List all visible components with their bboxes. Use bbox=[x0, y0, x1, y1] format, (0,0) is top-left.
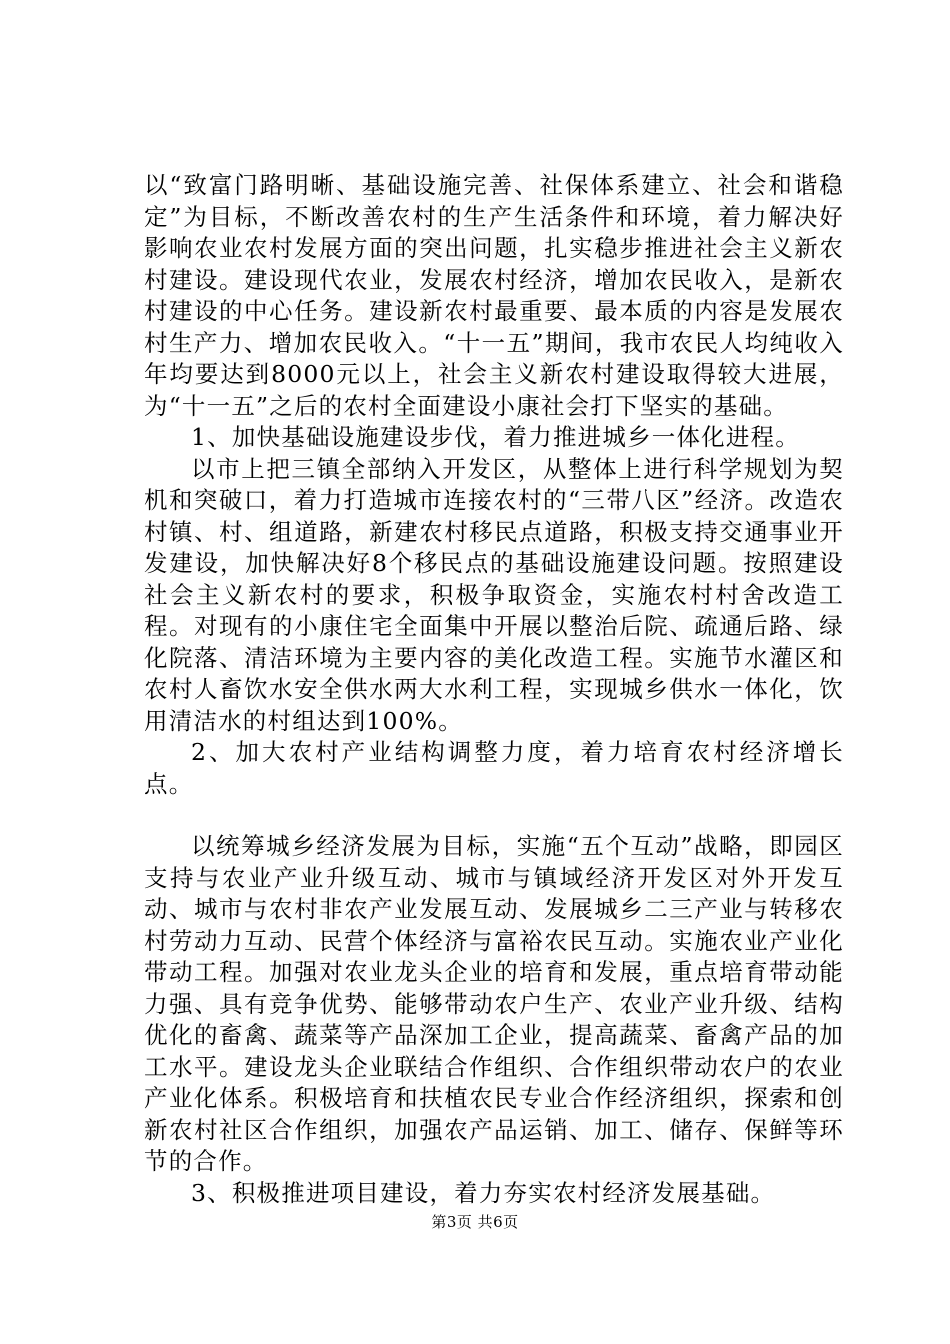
section-heading-1: 1、加快基础设施建设步伐，着力推进城乡一体化进程。 bbox=[191, 423, 800, 451]
paragraph-intro: 以“致富门路明晰、基础设施完善、社保体系建立、社会和谐稳定”为目标，不断改善农村的生产生活条件和环境，着力解决好影响农业农村发展方面的突出问题，扎实稳步推进社会主义新农村建设。建设现代农业，发展农村经济，增加农民收入，是新农村建设的中心任务。建设新农村最重要、最本质的内容是发展农村生产力、增加农民收入。“十一五”期间，我市农民人均纯收入年均要达到8000元以上，社会主义新农村建设取得较大进展，为“十一五”之后的农村全面建设小康社会打下坚实的基础。 bbox=[144, 171, 844, 420]
paragraph-section-2: 以统筹城乡经济发展为目标，实施“五个互动”战略，即园区支持与农业产业升级互动、城市与镇域经济开发区对外开发互动、城市与农村非农产业发展互动、发展城乡二三产业与转移农村劳动力互动、民营个体经济与富裕农民互动。实施农业产业化带动工程。加强对农业龙头企业的培育和发展，重点培育带动能力强、具有竞争优势、能够带动农户生产、农业产业升级、结构优化的畜禽、蔬菜等产品深加工企业，提高蔬菜、畜禽产品的加工水平。建设龙头企业联结合作组织、合作组织带动农户的农业产业化体系。积极培育和扶植农民专业合作经济组织，探索和创新农村社区合作组织，加强农产品运销、加工、储存、保鲜等环节的合作。 bbox=[144, 832, 844, 1175]
section-heading-3: 3、积极推进项目建设，着力夯实农村经济发展基础。 bbox=[191, 1178, 776, 1207]
document-body bbox=[144, 170, 844, 1209]
page-number-footer: 第3页 共6页 bbox=[431, 1213, 519, 1231]
section-heading-2: 2、加大农村产业结构调整力度，着力培育农村经济增长点。 bbox=[144, 738, 844, 798]
paragraph-section-1: 以市上把三镇全部纳入开发区，从整体上进行科学规划为契机和突破口，着力打造城市连接农村的“三带八区”经济。改造农村镇、村、组道路，新建农村移民点道路，积极支持交通事业开发建设，加快解决好8个移民点的基础设施建设问题。按照建设社会主义新农村的要求，积极争取资金，实施农村村舍改造工程。对现有的小康住宅全面集中开展以整治后院、疏通后路、绿化院落、清洁环境为主要内容的美化改造工程。实施节水灌区和农村人畜饮水安全供水两大水利工程，实现城乡供水一体化，饮用清洁水的村组达到100%。 bbox=[144, 454, 844, 735]
